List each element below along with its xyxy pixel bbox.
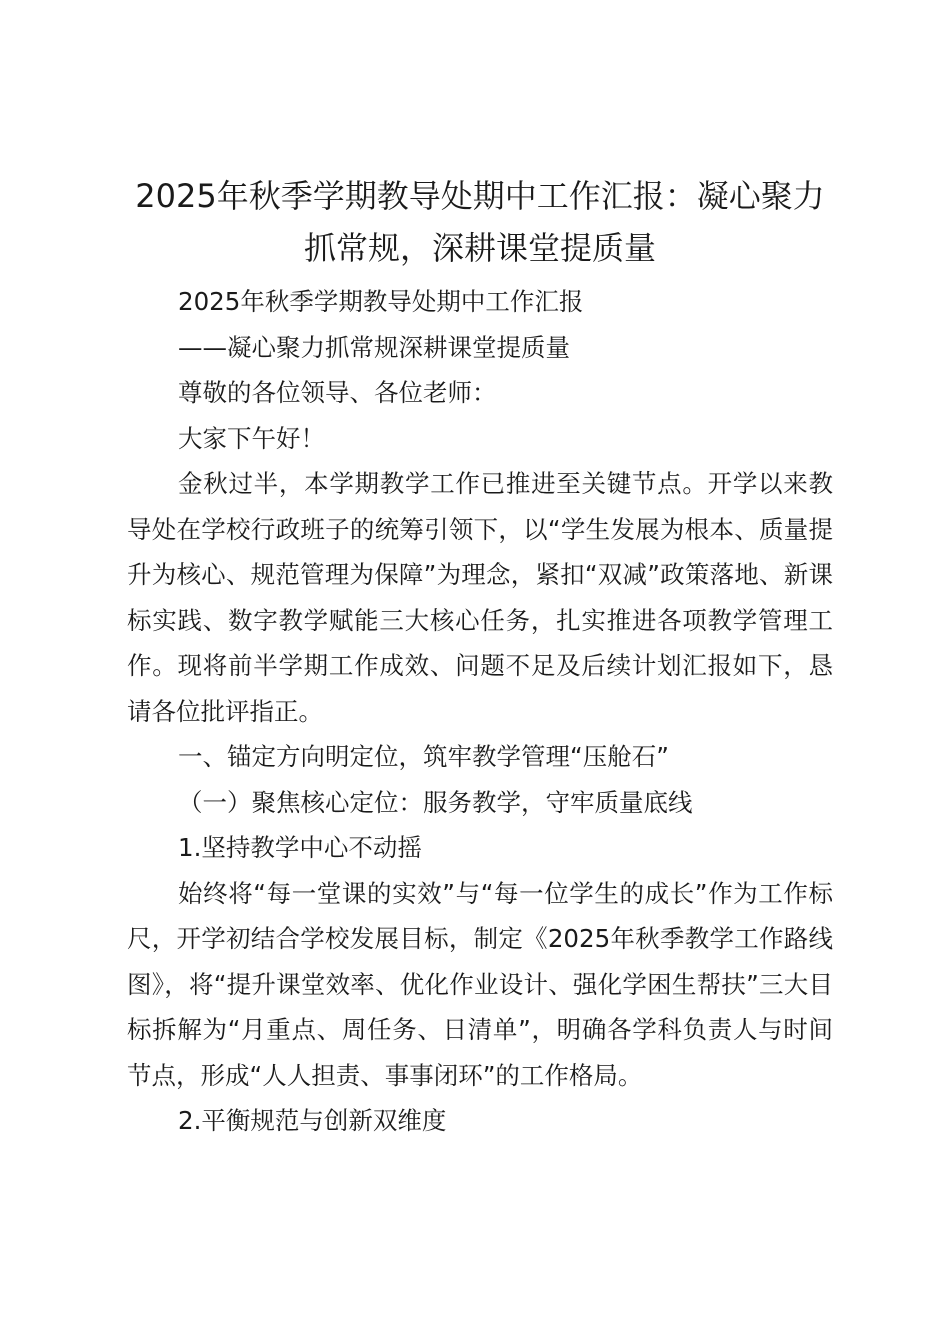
paragraph-greeting: 大家下午好！: [178, 423, 325, 453]
subsection-heading-1: （一）聚焦核心定位：服务教学，守牢质量底线: [178, 787, 693, 817]
paragraph-item-1: 始终将“每一堂课的实效”与“每一位学生的成长”作为工作标尺，开学初结合学校发展目标，制定《2025年秋季教学工作路线图》，将“提升课堂效率、优化作业设计、强化学困生帮扶”三大目标拆解为“月重点、周任务、日清单”，明确各学科负责人与时间节点，形成“人人担责、事事闭环”的工作格局。: [127, 878, 833, 1090]
section-heading-1: 一、锚定方向明定位，筑牢教学管理“压舱石”: [178, 742, 669, 771]
paragraph-intro: 金秋过半，本学期教学工作已推进至关键节点。开学以来教导处在学校行政班子的统筹引领下，以“学生发展为根本、质量提升为核心、规范管理为保障”为理念，紧扣“双减”政策落地、新课标实践、数字教学赋能三大核心任务，扎实推进各项教学管理工作。现将前半学期工作成效、问题不足及后续计划汇报如下，恳请各位批评指正。: [127, 469, 833, 726]
paragraph-subtitle: ——凝心聚力抓常规深耕课堂提质量: [178, 332, 570, 362]
paragraph-report-name: 2025年秋季学期教导处期中工作汇报: [178, 287, 584, 316]
item-heading-1: 1.坚持教学中心不动摇: [178, 833, 422, 862]
item-heading-2: 2.平衡规范与创新双维度: [178, 1106, 447, 1135]
document-title: 2025年秋季学期教导处期中工作汇报：凝心聚力抓常规，深耕课堂提质量: [135, 177, 825, 267]
paragraph-salutation: 尊敬的各位领导、各位老师：: [178, 378, 497, 407]
document-body: [127, 279, 833, 1144]
